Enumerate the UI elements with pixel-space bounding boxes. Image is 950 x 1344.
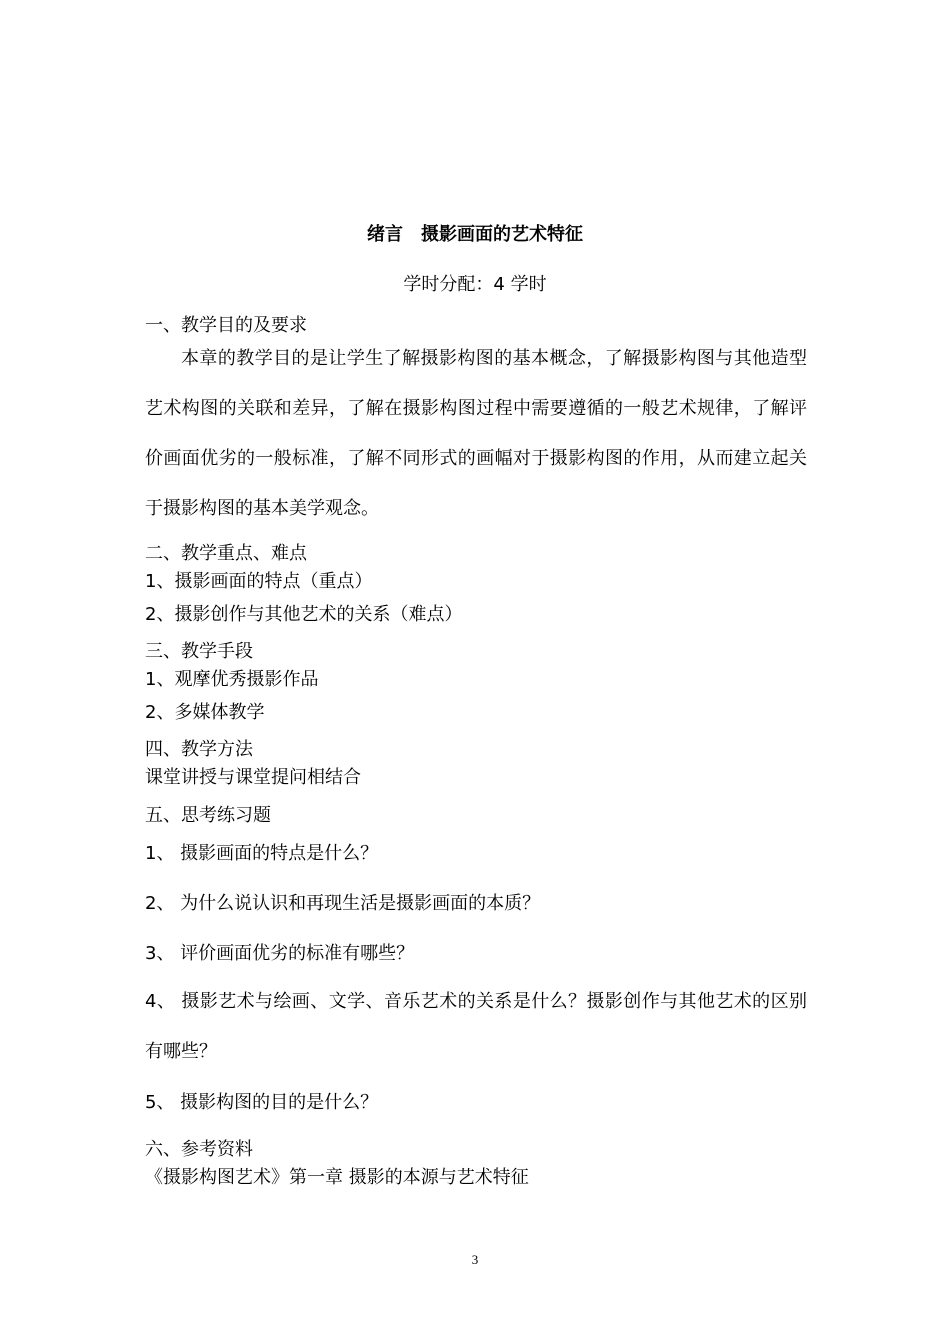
exercise-item: 1、 摄影画面的特点是什么？ [145, 843, 379, 864]
exercise-item: 2、 为什么说认识和再现生活是摄影画面的本质？ [145, 893, 541, 914]
section-heading-objectives: 一、教学目的及要求 [145, 315, 307, 336]
exercise-item: 3、 评价画面优劣的标准有哪些？ [145, 943, 415, 964]
means-item: 1、观摩优秀摄影作品 [145, 669, 319, 690]
section-heading-references: 六、参考资料 [145, 1139, 253, 1160]
section-heading-means: 三、教学手段 [145, 641, 253, 662]
exercise-item: 5、 摄影构图的目的是什么？ [145, 1092, 379, 1113]
key-point-item: 2、摄影创作与其他艺术的关系（难点） [145, 604, 463, 625]
exercise-item: 4、 摄影艺术与绘画、文学、音乐艺术的关系是什么？摄影创作与其他艺术的区别有哪些？ [145, 991, 807, 1062]
objectives-paragraph: 本章的教学目的是让学生了解摄影构图的基本概念，了解摄影构图与其他造型艺术构图的关联和差异，了解在摄影构图过程中需要遵循的一般艺术规律，了解评价画面优劣的一般标准，了解不同形式的画幅对于摄影构图的作用，从而建立起关于摄影构图的基本美学观念。 [145, 348, 807, 519]
section-heading-key-points: 二、教学重点、难点 [145, 543, 307, 564]
chapter-title: 绪言 摄影画面的艺术特征 [367, 224, 583, 245]
hours-allocation: 学时分配：4 学时 [403, 274, 547, 295]
section-heading-methods: 四、教学方法 [145, 739, 253, 760]
reference-text: 《摄影构图艺术》第一章 摄影的本源与艺术特征 [145, 1167, 529, 1188]
key-point-item: 1、摄影画面的特点（重点） [145, 571, 373, 592]
section-heading-exercises: 五、思考练习题 [145, 805, 271, 826]
means-item: 2、多媒体教学 [145, 702, 265, 723]
methods-text: 课堂讲授与课堂提问相结合 [145, 767, 361, 788]
page-number: 3 [471, 1252, 479, 1267]
